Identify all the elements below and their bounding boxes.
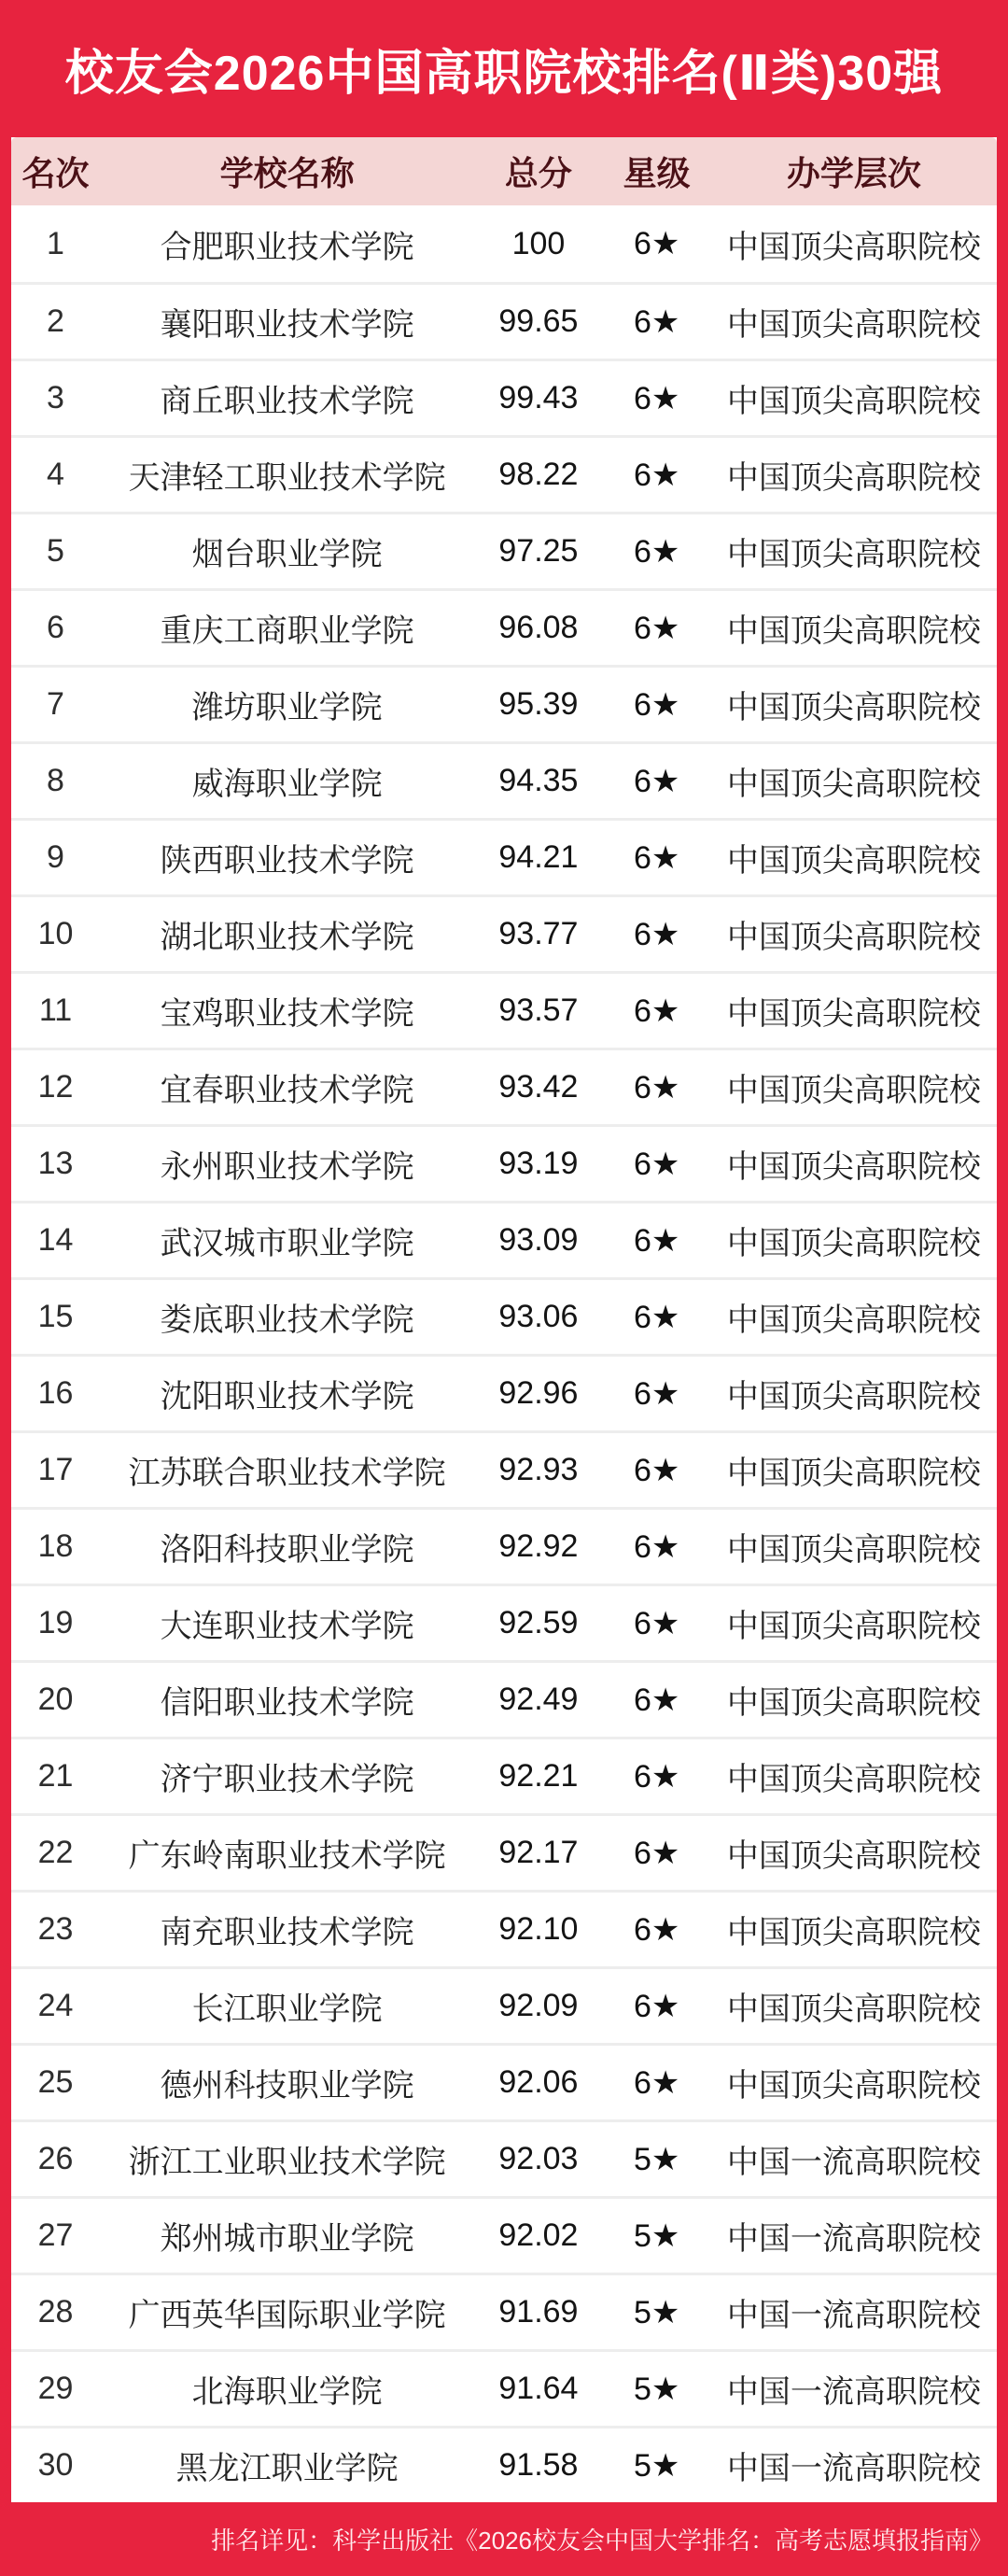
table-row <box>11 2119 997 2196</box>
rank-cell: 13 <box>37 1146 74 1181</box>
star-level-cell: 6★ <box>633 1299 680 1335</box>
column-header-star: 星级 <box>623 154 691 192</box>
school-level-cell: 中国顶尖高职院校 <box>726 307 981 343</box>
table-row <box>11 435 997 512</box>
star-level-cell: 6★ <box>633 992 680 1029</box>
score-cell: 92.93 <box>498 1452 579 1487</box>
rank-cell: 6 <box>47 610 64 645</box>
school-level-cell: 中国顶尖高职院校 <box>726 1532 981 1568</box>
score-cell: 91.69 <box>498 2294 579 2330</box>
star-level-cell: 6★ <box>633 839 680 876</box>
rank-cell: 10 <box>37 916 74 951</box>
school-name-cell: 南充职业技术学院 <box>160 1915 414 1950</box>
score-cell: 92.21 <box>498 1758 579 1794</box>
school-level-cell: 中国一流高职院校 <box>726 2298 981 2333</box>
star-level-cell: 6★ <box>633 1605 680 1641</box>
rank-cell: 5 <box>47 533 64 569</box>
school-level-cell: 中国顶尖高职院校 <box>726 1685 981 1721</box>
rank-cell: 15 <box>37 1299 74 1334</box>
school-level-cell: 中国顶尖高职院校 <box>726 1992 981 2027</box>
rank-cell: 19 <box>37 1605 74 1640</box>
table-row <box>11 2426 997 2502</box>
column-header-school: 学校名称 <box>219 154 355 192</box>
school-level-cell: 中国一流高职院校 <box>726 2451 981 2486</box>
table-row <box>11 1660 997 1737</box>
table-row <box>11 2043 997 2119</box>
table-row <box>11 741 997 818</box>
school-level-cell: 中国顶尖高职院校 <box>726 690 981 725</box>
table-row <box>11 359 997 435</box>
school-name-cell: 广西英华国际职业学院 <box>128 2298 446 2333</box>
school-name-cell: 长江职业学院 <box>191 1992 383 2027</box>
school-level-cell: 中国顶尖高职院校 <box>726 843 981 879</box>
school-name-cell: 烟台职业学院 <box>191 537 383 572</box>
ranking-table <box>11 137 997 2502</box>
column-header-level: 办学层次 <box>786 154 921 192</box>
score-cell: 96.08 <box>498 610 579 645</box>
table-row <box>11 1737 997 1813</box>
school-name-cell: 黑龙江职业学院 <box>175 2451 399 2486</box>
table-row <box>11 205 997 282</box>
score-cell: 92.10 <box>498 1911 579 1947</box>
star-level-cell: 6★ <box>633 303 680 340</box>
rank-cell: 28 <box>37 2294 74 2330</box>
rank-cell: 2 <box>47 303 64 339</box>
table-row <box>11 818 997 894</box>
school-name-cell: 济宁职业技术学院 <box>160 1762 414 1797</box>
school-name-cell: 永州职业技术学院 <box>160 1149 414 1185</box>
score-cell: 95.39 <box>498 686 579 722</box>
school-name-cell: 江苏联合职业技术学院 <box>128 1456 446 1491</box>
school-level-cell: 中国顶尖高职院校 <box>726 1302 981 1338</box>
table-row <box>11 588 997 665</box>
star-level-cell: 6★ <box>633 380 680 416</box>
table-row <box>11 2273 997 2349</box>
score-cell: 92.96 <box>498 1375 579 1411</box>
table-header-row <box>11 137 997 205</box>
school-level-cell: 中国顶尖高职院校 <box>726 1149 981 1185</box>
table-row <box>11 1201 997 1277</box>
star-level-cell: 6★ <box>633 1835 680 1871</box>
table-row <box>11 1048 997 1124</box>
table-row <box>11 1966 997 2043</box>
score-cell: 93.77 <box>498 916 579 951</box>
rank-cell: 16 <box>37 1375 74 1411</box>
score-cell: 92.92 <box>498 1528 579 1564</box>
rank-cell: 14 <box>37 1222 74 1258</box>
score-cell: 93.06 <box>498 1299 579 1334</box>
star-level-cell: 6★ <box>633 226 680 261</box>
rank-cell: 12 <box>37 1069 74 1105</box>
score-cell: 99.65 <box>498 303 579 339</box>
rank-cell: 30 <box>37 2447 74 2483</box>
school-name-cell: 沈阳职业技术学院 <box>160 1379 414 1415</box>
school-level-cell: 中国顶尖高职院校 <box>726 996 981 1032</box>
school-name-cell: 合肥职业技术学院 <box>160 229 414 265</box>
school-name-cell: 天津轻工职业技术学院 <box>128 460 446 496</box>
school-level-cell: 中国一流高职院校 <box>726 2374 981 2410</box>
table-row <box>11 512 997 588</box>
footer-banner <box>0 2502 1008 2576</box>
star-level-cell: 6★ <box>633 533 680 570</box>
title-banner <box>0 0 1008 137</box>
score-cell: 93.19 <box>498 1146 579 1181</box>
page-title: 校友会2026中国高职院校排名(Ⅱ类)30强 <box>64 47 944 101</box>
school-level-cell: 中国顶尖高职院校 <box>726 613 981 649</box>
score-cell: 91.58 <box>498 2447 579 2483</box>
star-level-cell: 6★ <box>633 1222 680 1259</box>
rank-cell: 24 <box>37 1988 74 2023</box>
table-row <box>11 1813 997 1890</box>
school-name-cell: 商丘职业技术学院 <box>160 384 414 419</box>
rank-cell: 4 <box>47 457 64 492</box>
table-row <box>11 1584 997 1660</box>
table-body <box>11 205 997 2502</box>
score-cell: 92.02 <box>498 2217 579 2253</box>
score-cell: 91.64 <box>498 2371 579 2406</box>
school-level-cell: 中国顶尖高职院校 <box>726 1609 981 1644</box>
score-cell: 100 <box>511 225 566 261</box>
table-row <box>11 1277 997 1354</box>
school-name-cell: 娄底职业技术学院 <box>160 1302 414 1338</box>
score-cell: 92.09 <box>498 1988 579 2023</box>
table-row <box>11 1507 997 1584</box>
school-level-cell: 中国顶尖高职院校 <box>726 1073 981 1108</box>
score-cell: 93.09 <box>498 1222 579 1258</box>
star-level-cell: 6★ <box>633 1682 680 1718</box>
score-cell: 98.22 <box>498 457 579 492</box>
school-name-cell: 潍坊职业学院 <box>191 690 383 725</box>
rank-cell: 9 <box>47 839 64 875</box>
table-row <box>11 1890 997 1966</box>
school-level-cell: 中国顶尖高职院校 <box>726 384 981 419</box>
star-level-cell: 6★ <box>633 1758 680 1795</box>
rank-cell: 22 <box>37 1835 74 1870</box>
star-level-cell: 5★ <box>633 2447 680 2484</box>
source-note: 排名详见：科学出版社《2026校友会中国大学排名：高考志愿填报指南》 <box>211 2527 993 2555</box>
school-level-cell: 中国顶尖高职院校 <box>726 229 981 265</box>
school-level-cell: 中国顶尖高职院校 <box>726 2068 981 2104</box>
rank-cell: 21 <box>37 1758 74 1794</box>
score-cell: 92.03 <box>498 2141 579 2176</box>
school-name-cell: 威海职业学院 <box>191 767 383 802</box>
star-level-cell: 6★ <box>633 457 680 493</box>
school-level-cell: 中国顶尖高职院校 <box>726 1915 981 1950</box>
table-row <box>11 2349 997 2426</box>
school-name-cell: 大连职业技术学院 <box>160 1609 414 1644</box>
school-name-cell: 武汉城市职业学院 <box>160 1226 414 1261</box>
school-name-cell: 洛阳科技职业学院 <box>160 1532 414 1568</box>
star-level-cell: 6★ <box>633 1452 680 1488</box>
score-cell: 93.42 <box>498 1069 579 1105</box>
school-level-cell: 中国顶尖高职院校 <box>726 1456 981 1491</box>
star-level-cell: 6★ <box>633 686 680 723</box>
star-level-cell: 6★ <box>633 1988 680 2024</box>
rank-cell: 29 <box>37 2371 74 2406</box>
score-cell: 97.25 <box>498 533 579 569</box>
rank-cell: 1 <box>47 225 64 261</box>
school-level-cell: 中国顶尖高职院校 <box>726 767 981 802</box>
school-name-cell: 宝鸡职业技术学院 <box>160 996 414 1032</box>
school-level-cell: 中国一流高职院校 <box>726 2145 981 2180</box>
school-name-cell: 襄阳职业技术学院 <box>160 307 414 343</box>
school-name-cell: 广东岭南职业技术学院 <box>128 1838 446 1874</box>
school-level-cell: 中国顶尖高职院校 <box>726 920 981 955</box>
school-name-cell: 重庆工商职业学院 <box>160 613 414 649</box>
table-row <box>11 1124 997 1201</box>
school-name-cell: 德州科技职业学院 <box>160 2068 414 2104</box>
table-row <box>11 894 997 971</box>
star-level-cell: 6★ <box>633 916 680 952</box>
table-row <box>11 1430 997 1507</box>
rank-cell: 23 <box>37 1911 74 1947</box>
school-name-cell: 宜春职业技术学院 <box>160 1073 414 1108</box>
school-level-cell: 中国顶尖高职院校 <box>726 1838 981 1874</box>
star-level-cell: 6★ <box>633 1146 680 1182</box>
score-cell: 93.57 <box>498 992 579 1028</box>
star-level-cell: 5★ <box>633 2294 680 2330</box>
score-cell: 92.49 <box>498 1682 579 1717</box>
score-cell: 92.17 <box>498 1835 579 1870</box>
school-level-cell: 中国顶尖高职院校 <box>726 460 981 496</box>
table-row <box>11 665 997 741</box>
table-row <box>11 971 997 1048</box>
star-level-cell: 6★ <box>633 763 680 799</box>
school-name-cell: 陕西职业技术学院 <box>160 843 414 879</box>
star-level-cell: 5★ <box>633 2217 680 2254</box>
rank-cell: 25 <box>37 2064 74 2100</box>
score-cell: 99.43 <box>498 380 579 415</box>
rank-cell: 8 <box>47 763 64 798</box>
score-cell: 94.35 <box>498 763 579 798</box>
school-name-cell: 信阳职业技术学院 <box>160 1685 414 1721</box>
rank-cell: 3 <box>47 380 64 415</box>
star-level-cell: 6★ <box>633 1528 680 1565</box>
school-level-cell: 中国顶尖高职院校 <box>726 537 981 572</box>
school-name-cell: 郑州城市职业学院 <box>160 2221 414 2257</box>
rank-cell: 18 <box>37 1528 74 1564</box>
column-header-score: 总分 <box>504 154 572 192</box>
rank-cell: 7 <box>47 686 64 722</box>
school-level-cell: 中国一流高职院校 <box>726 2221 981 2257</box>
rank-cell: 26 <box>37 2141 74 2176</box>
rank-cell: 17 <box>37 1452 74 1487</box>
school-name-cell: 湖北职业技术学院 <box>160 920 414 955</box>
table-row <box>11 282 997 359</box>
rank-cell: 27 <box>37 2217 74 2253</box>
table-row <box>11 1354 997 1430</box>
star-level-cell: 5★ <box>633 2371 680 2407</box>
school-level-cell: 中国顶尖高职院校 <box>726 1762 981 1797</box>
score-cell: 94.21 <box>498 839 579 875</box>
column-header-rank: 名次 <box>21 154 90 192</box>
table-row <box>11 2196 997 2273</box>
score-cell: 92.06 <box>498 2064 579 2100</box>
rank-cell: 20 <box>37 1682 74 1717</box>
star-level-cell: 6★ <box>633 1069 680 1105</box>
school-name-cell: 浙江工业职业技术学院 <box>128 2145 446 2180</box>
star-level-cell: 6★ <box>633 1375 680 1412</box>
star-level-cell: 6★ <box>633 2064 680 2101</box>
score-cell: 92.59 <box>498 1605 579 1640</box>
star-level-cell: 6★ <box>633 610 680 646</box>
rank-cell: 11 <box>38 992 73 1028</box>
star-level-cell: 6★ <box>633 1911 680 1948</box>
school-name-cell: 北海职业学院 <box>191 2374 383 2410</box>
school-level-cell: 中国顶尖高职院校 <box>726 1226 981 1261</box>
school-level-cell: 中国顶尖高职院校 <box>726 1379 981 1415</box>
star-level-cell: 5★ <box>633 2141 680 2177</box>
